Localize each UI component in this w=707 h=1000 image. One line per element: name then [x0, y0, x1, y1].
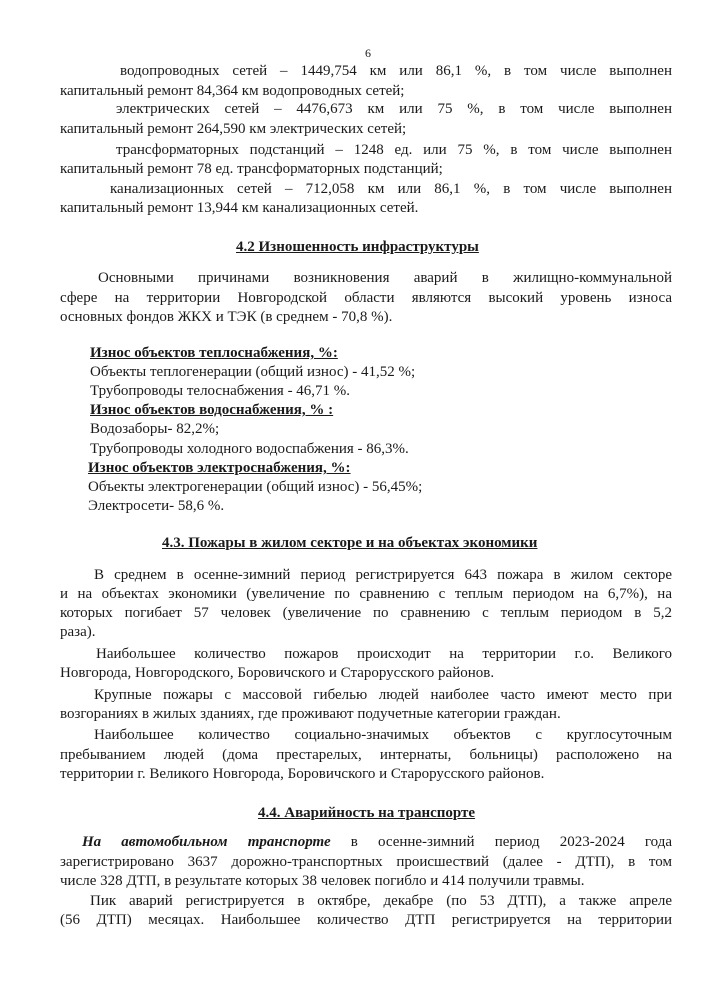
text-line: основных фондов ЖКХ и ТЭК (в среднем - 70,8 %).: [60, 309, 393, 325]
text-line: пребыванием людей (дома престарелых, интернаты, больницы) расположено на: [60, 747, 672, 763]
text-line: [82, 833, 672, 851]
text-line: капитальный ремонт 78 ед. трансформаторных подстанций;: [60, 161, 443, 177]
text-line: зарегистрировано 3637 дорожно-транспортных происшествий (далее - ДТП), в том: [60, 854, 672, 870]
text-line: капитальный ремонт 264,590 км электрических сетей;: [60, 121, 407, 137]
text-line: Крупные пожары с массовой гибелью людей наиболее часто имеют место при: [94, 687, 672, 703]
text-line: числе 328 ДТП, в результате которых 38 человек погибло и 414 получили травмы.: [60, 873, 585, 889]
list-item: Трубопроводы телоснабжения - 46,71 %.: [90, 383, 351, 399]
text-line: электрических сетей – 4476,673 км или 75 %, в том числе выполнен: [116, 101, 672, 117]
text-line: капитальный ремонт 13,944 км канализационных сетей.: [60, 200, 419, 216]
list-item: Электросети- 58,6 %.: [88, 498, 225, 514]
water-wear-title: Износ объектов водоснабжения, % :: [90, 402, 334, 418]
heat-wear-title: Износ объектов теплоснабжения, %:: [90, 345, 338, 361]
list-item: Трубопроводы холодного водоспабжения - 86,3%.: [90, 441, 409, 457]
section-heading-4-4: 4.4. Аварийность на транспорте: [258, 805, 476, 821]
text-line: канализационных сетей – 712,058 км или 86,1 %, в том числе выполнен: [110, 181, 672, 197]
text-line: и на объектах экономики (увеличение по сравнению с теплым периодом на 6,7%), на: [60, 586, 672, 602]
text-line: Наибольшее количество социально-значимых объектов с круглосуточным: [94, 727, 672, 743]
text-line: трансформаторных подстанций – 1248 ед. или 75 %, в том числе выполнен: [116, 142, 672, 158]
text-line: водопроводных сетей – 1449,754 км или 86,1 %, в том числе выполнен: [120, 63, 672, 79]
transport-lead: На автомобильном транспорте: [82, 834, 331, 850]
section-heading-4-3: 4.3. Пожары в жилом секторе и на объектах экономики: [162, 535, 538, 551]
list-item: Объекты электрогенерации (общий износ) - 56,45%;: [88, 479, 423, 495]
text-line: сфере на территории Новгородской области являются высокий уровень износа: [60, 290, 672, 306]
list-item: Объекты теплогенерации (общий износ) - 41,52 %;: [90, 364, 416, 380]
text-line: раза).: [60, 624, 96, 640]
power-wear-title: Износ объектов электроснабжения, %:: [88, 460, 351, 476]
text-line: (56 ДТП) месяцах. Наибольшее количество ДТП регистрируется на территории: [60, 912, 672, 928]
text-line: капитальный ремонт 84,364 км водопроводных сетей;: [60, 83, 405, 99]
text-line: Наибольшее количество пожаров происходит на территории г.о. Великого: [96, 646, 672, 662]
text-line: Новгорода, Новгородского, Боровичского и Старорусского районов.: [60, 665, 495, 681]
text-line: которых погибает 57 человек (увеличение по сравнению с теплым периодом в 5,2: [60, 605, 672, 621]
text-line: территории г. Великого Новгорода, Боровичского и Старорусского районов.: [60, 766, 545, 782]
page-number: 6: [365, 46, 371, 60]
section-heading-4-2: 4.2 Изношенность инфраструктуры: [236, 239, 479, 255]
text-line: В среднем в осенне-зимний период регистрируется 643 пожара в жилом секторе: [94, 567, 672, 583]
text-line: возгораниях в жилых зданиях, где проживают подучетные категории граждан.: [60, 706, 561, 722]
list-item: Водозаборы- 82,2%;: [90, 421, 220, 437]
text-line: Основными причинами возникновения аварий в жилищно-коммунальной: [98, 270, 672, 286]
transport-lead-rest: в осенне-зимний период 2023-2024 года: [330, 834, 672, 850]
text-line: Пик аварий регистрируется в октябре, декабре (по 53 ДТП), а также апреле: [90, 893, 672, 909]
